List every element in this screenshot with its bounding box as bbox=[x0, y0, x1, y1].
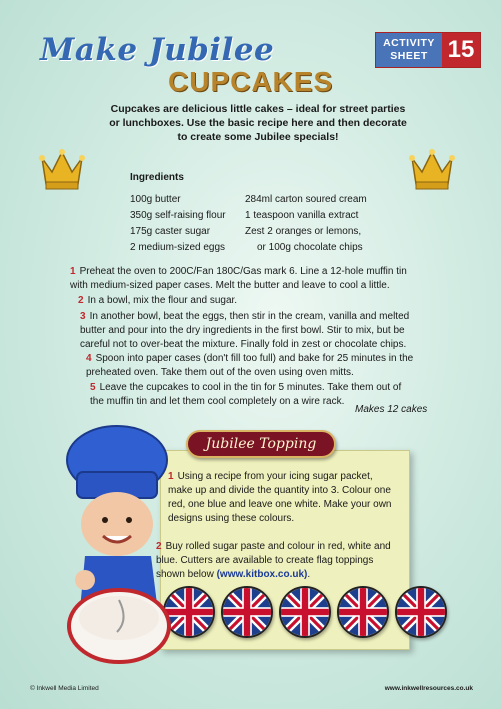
step-number: 2 bbox=[156, 541, 162, 552]
union-jack-cupcake bbox=[395, 586, 447, 638]
method-step bbox=[80, 310, 425, 352]
child-chef-illustration bbox=[55, 420, 185, 670]
method-step bbox=[86, 352, 416, 380]
ingredient-item: 2 medium-sized eggs bbox=[130, 242, 226, 253]
ingredient-item: Zest 2 oranges or lemons, bbox=[245, 226, 362, 237]
step-text: In another bowl, beat the eggs, then stir in the cream, vanilla and melted butter and pour into the dry ingredients in the first bowl. Stir to mix, but be careful not to over-beat the mixture. Finally fold in zest or chocolate chips. bbox=[80, 311, 410, 350]
ingredient-item: 100g butter bbox=[130, 194, 181, 205]
step-number: 5 bbox=[90, 382, 96, 393]
step-number: 2 bbox=[78, 295, 84, 306]
ingredient-item: 175g caster sugar bbox=[130, 226, 211, 237]
activity-sheet-badge bbox=[375, 32, 481, 68]
union-jack-icon bbox=[281, 588, 329, 636]
topping-step: 2 Buy rolled sugar paste and colour in red, white and blue. Cutters are available to create flag toppings shown below (www.kitbox.co.uk). bbox=[156, 541, 391, 580]
ingredient-item: 1 teaspoon vanilla extract bbox=[245, 210, 359, 221]
step-text: Preheat the oven to 200C/Fan 180C/Gas mark 6. Line a 12-hole muffin tin with medium-sized paper cases. Melt the butter and leave to cool a little. bbox=[70, 266, 407, 291]
step-text: Buy rolled sugar paste and colour in red, white and blue. Cutters are available to create flag toppings shown below bbox=[156, 541, 391, 580]
yield-note: Makes 12 cakes bbox=[355, 404, 428, 415]
step-text: In a bowl, mix the flour and sugar. bbox=[87, 295, 238, 306]
step-number: 1 bbox=[168, 471, 174, 482]
crown-icon bbox=[408, 148, 456, 192]
title-line-2: CUPCAKES bbox=[168, 66, 334, 97]
ingredients-heading: Ingredients bbox=[130, 172, 184, 183]
kitbox-link[interactable]: (www.kitbox.co.uk) bbox=[216, 569, 308, 580]
step-number: 1 bbox=[70, 266, 76, 277]
step-number: 3 bbox=[80, 311, 86, 322]
step-text: Leave the cupcakes to cool in the tin for 5 minutes. Take them out of the muffin tin and let them cool completely on a wire rack. bbox=[90, 382, 402, 407]
intro-text: Cupcakes are delicious little cakes – ideal for street parties or lunchboxes. Use the basic recipe here and then decorate to create some Jubilee specials! bbox=[109, 103, 407, 143]
ingredients-list-left bbox=[130, 192, 250, 256]
copyright-footer: © Inkwell Media Limited bbox=[30, 685, 99, 692]
step-text: Using a recipe from your icing sugar packet, make up and divide the quantity into 3. Colour one red, one blue and leave one white. Make your own designs using these colours. bbox=[168, 471, 392, 524]
union-jack-icon bbox=[397, 588, 445, 636]
union-jack-cupcake bbox=[279, 586, 331, 638]
method-step bbox=[78, 294, 438, 308]
method-step bbox=[70, 265, 415, 293]
union-jack-cupcake bbox=[221, 586, 273, 638]
crown-icon bbox=[38, 148, 86, 192]
step-number: 4 bbox=[86, 353, 92, 364]
union-jack-cupcake bbox=[337, 586, 389, 638]
step-text: Spoon into paper cases (don't fill too full) and bake for 25 minutes in the preheated oven. Take them out of the oven using oven mitts. bbox=[86, 353, 414, 378]
ingredient-item: or 100g chocolate chips bbox=[257, 242, 363, 253]
topping-banner: Jubilee Topping bbox=[186, 430, 336, 458]
website-footer[interactable]: www.inkwellresources.co.uk bbox=[384, 685, 473, 692]
title-line-1: Make Jubilee bbox=[40, 32, 275, 68]
badge-label: ACTIVITY SHEET bbox=[376, 33, 442, 67]
ingredient-item: 284ml carton soured cream bbox=[245, 194, 367, 205]
ingredient-item: 350g self-raising flour bbox=[130, 210, 226, 221]
badge-number: 15 bbox=[442, 33, 480, 67]
union-jack-icon bbox=[339, 588, 387, 636]
topping-step bbox=[168, 470, 393, 526]
ingredients-list-right bbox=[245, 192, 405, 256]
flag-cupcakes bbox=[163, 586, 447, 638]
union-jack-icon bbox=[223, 588, 271, 636]
